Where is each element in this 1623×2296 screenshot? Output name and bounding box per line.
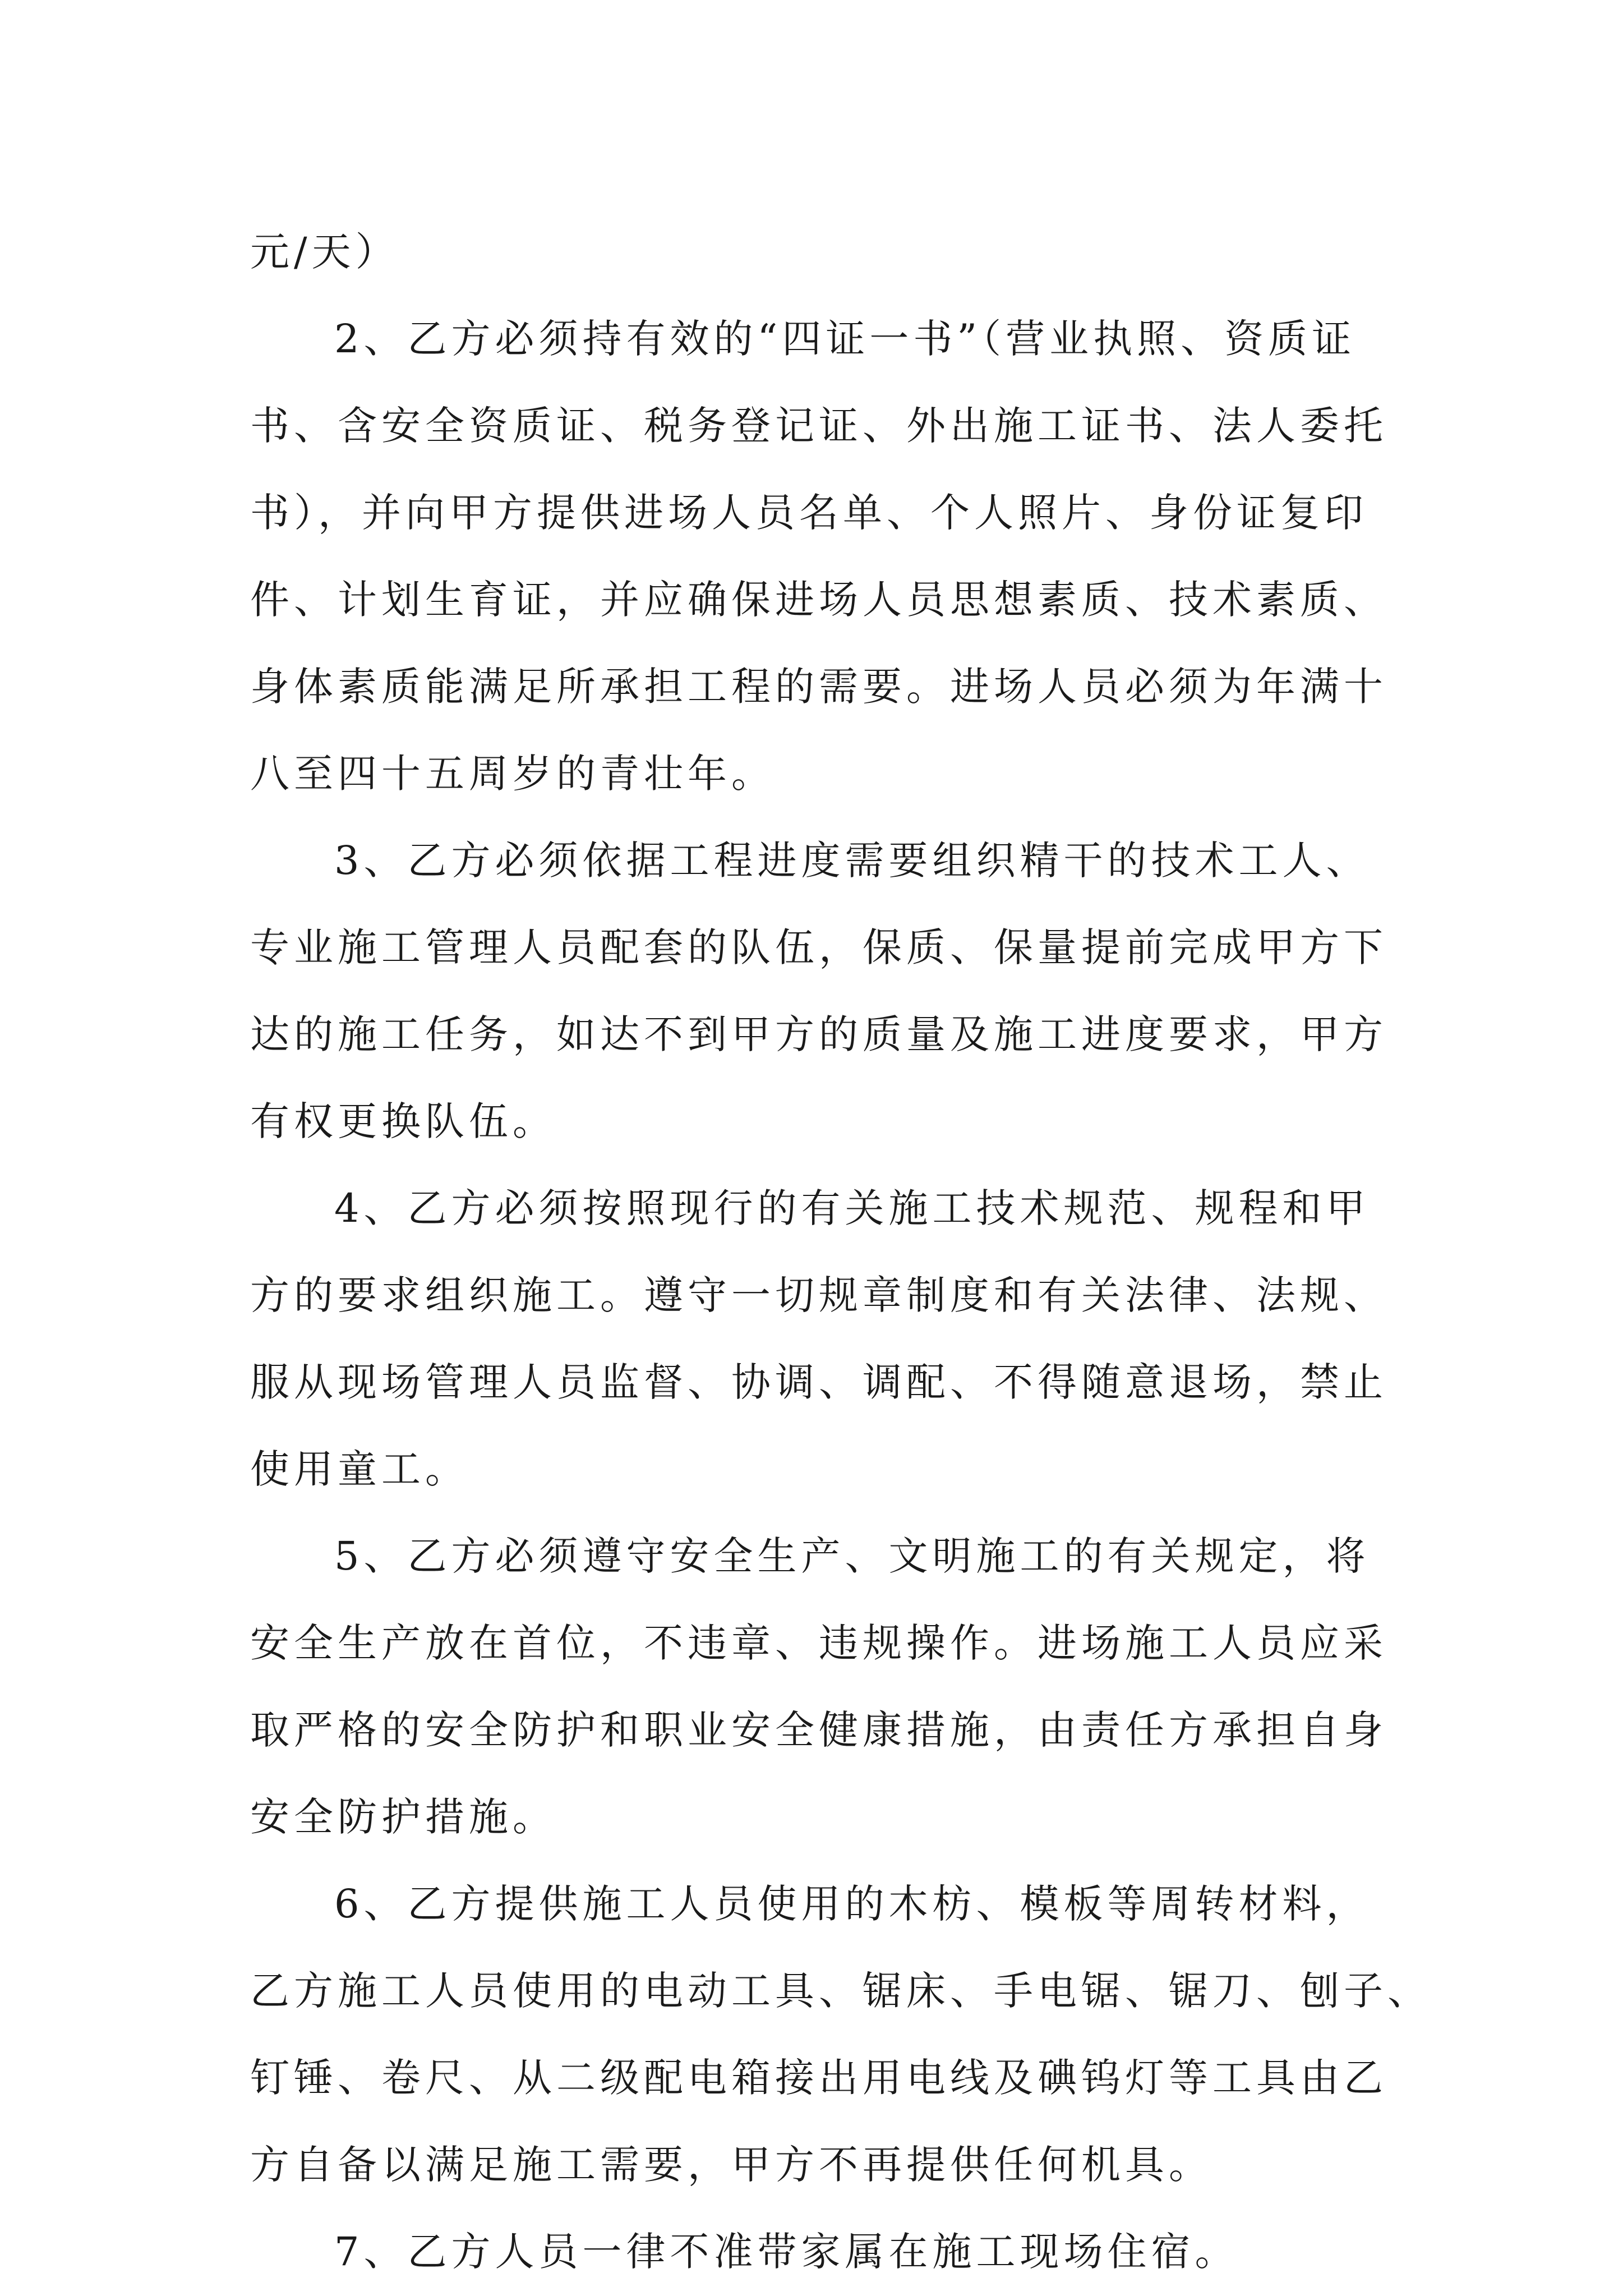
text-line: 方自备以满足施工需要，甲方不再提供任何机具。 [250, 2142, 1212, 2188]
clause-3-line: 3、乙方必须依据工程进度需要组织精干的技术工人、 [334, 838, 1370, 884]
text-line: 书、含安全资质证、税务登记证、外出施工证书、法人委托 [250, 403, 1387, 449]
text-line: 八至四十五周岁的青壮年。 [250, 751, 775, 797]
text-line: 取严格的安全防护和职业安全健康措施，由责任方承担自身 [250, 1707, 1387, 1753]
clause-6-line: 6、乙方提供施工人员使用的木枋、模板等周转材料， [334, 1881, 1370, 1927]
text-line: 身体素质能满足所承担工程的需要。进场人员必须为年满十 [250, 664, 1387, 710]
text-line: 元/天） [250, 229, 399, 275]
clause-5-line: 5、乙方必须遵守安全生产、文明施工的有关规定，将 [334, 1533, 1370, 1579]
text-line: 专业施工管理人员配套的队伍，保质、保量提前完成甲方下 [250, 924, 1387, 970]
text-line: 使用童工。 [250, 1446, 469, 1492]
text-line: 安全防护措施。 [250, 1794, 556, 1840]
text-line: 乙方施工人员使用的电动工具、锯床、手电锯、锯刀、刨子、 [250, 1968, 1431, 2014]
text-line: 安全生产放在首位，不违章、违规操作。进场施工人员应采 [250, 1620, 1387, 1666]
clause-7-line: 7、乙方人员一律不准带家属在施工现场住宿。 [334, 2229, 1239, 2275]
document-body [250, 209, 1431, 2295]
text-line: 有权更换队伍。 [250, 1098, 556, 1144]
text-line: 件、计划生育证，并应确保进场人员思想素质、技术素质、 [250, 577, 1387, 623]
text-line: 书），并向甲方提供进场人员名单、个人照片、身份证复印 [250, 490, 1368, 536]
clause-2-line: 2、乙方必须持有效的“四证一书”（营业执照、资质证 [334, 316, 1356, 362]
text-line: 方的要求组织施工。遵守一切规章制度和有关法律、法规、 [250, 1272, 1387, 1318]
text-line: 达的施工任务，如达不到甲方的质量及施工进度要求，甲方 [250, 1011, 1387, 1057]
text-line: 服从现场管理人员监督、协调、调配、不得随意退场，禁止 [250, 1359, 1387, 1405]
text-line: 钉锤、卷尺、从二级配电箱接出用电线及碘钨灯等工具由乙 [250, 2055, 1387, 2101]
clause-4-line: 4、乙方必须按照现行的有关施工技术规范、规程和甲 [334, 1185, 1370, 1231]
